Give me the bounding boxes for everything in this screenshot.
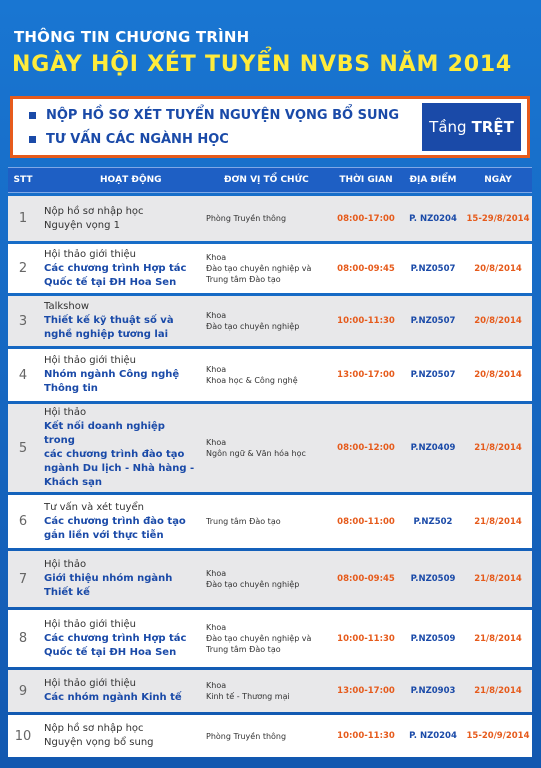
activity-cell — [38, 349, 202, 401]
time-cell: 08:00-09:45 — [330, 551, 402, 607]
organizer-cell: Khoa Đào tạo chuyên nghiệp và Trung tâm Đào tạo — [202, 244, 330, 293]
table-row — [8, 495, 532, 548]
activity-type: Hội thảo giới thiệu — [44, 678, 137, 689]
location-cell: P. NZ0204 — [402, 715, 464, 757]
activity-type: Hội thảo — [44, 559, 87, 570]
date-cell: 21/8/2014 — [464, 610, 532, 667]
table-row — [8, 715, 532, 757]
floor-prefix: Tầng — [429, 118, 467, 136]
activity-type: Tư vấn và xét tuyển — [44, 501, 144, 513]
location-cell: P.NZ0507 — [402, 349, 464, 401]
organizer-cell: Khoa Đào tạo chuyên nghiệp — [202, 296, 330, 346]
table-row — [8, 404, 532, 492]
time-cell: 10:00-11:30 — [330, 296, 402, 346]
table-row — [8, 196, 532, 241]
banner-item-consult — [29, 132, 229, 147]
activity-type: Hội thảo giới thiệu — [44, 618, 137, 630]
banner-item-submit — [29, 108, 399, 123]
date-cell: 21/8/2014 — [464, 670, 532, 712]
activity-cell — [38, 715, 202, 757]
row-number: 8 — [8, 610, 38, 667]
activity-type: Hội thảo — [44, 407, 87, 418]
activity-cell — [38, 196, 202, 241]
activity-title: Các nhóm ngành Kinh tế — [44, 692, 182, 703]
time-cell: 10:00-11:30 — [330, 715, 402, 757]
location-cell: P.NZ0509 — [402, 551, 464, 607]
organizer-cell: Khoa Đào tạo chuyên nghiệp — [202, 551, 330, 607]
col-header-date: NGÀY — [464, 167, 532, 193]
row-number: 7 — [8, 551, 38, 607]
organizer-cell: Phòng Truyền thông — [202, 715, 330, 757]
schedule-table — [8, 164, 532, 760]
activity-type: Nộp hồ sơ nhập học — [44, 723, 144, 734]
info-banner — [10, 96, 530, 158]
floor-badge — [422, 103, 521, 151]
time-cell: 10:00-11:30 — [330, 610, 402, 667]
organizer-cell: Khoa Ngôn ngữ & Văn hóa học — [202, 404, 330, 492]
activity-cell — [38, 404, 202, 492]
table-row — [8, 610, 532, 667]
col-header-stt: STT — [8, 167, 38, 193]
location-cell: P.NZ0507 — [402, 296, 464, 346]
page-title: NGÀY HỘI XÉT TUYỂN NVBS NĂM 2014 — [12, 52, 513, 77]
time-cell: 08:00-09:45 — [330, 244, 402, 293]
activity-type: Hội thảo giới thiệu — [44, 248, 137, 260]
organizer-cell: Khoa Khoa học & Công nghệ — [202, 349, 330, 401]
date-cell: 20/8/2014 — [464, 349, 532, 401]
date-cell: 15-29/8/2014 — [464, 196, 532, 241]
date-cell: 15-20/9/2014 — [464, 715, 532, 757]
header-subtitle: THÔNG TIN CHƯƠNG TRÌNH — [14, 28, 250, 46]
table-row — [8, 551, 532, 607]
activity-title: Thiết kế kỹ thuật số và nghề nghiệp tương lai — [44, 315, 174, 340]
date-cell: 21/8/2014 — [464, 495, 532, 548]
col-header-time: THỜI GIAN — [330, 167, 402, 193]
activity-title: Các chương trình đào tạo gắn liền với thực tiễn — [44, 515, 186, 541]
table-row — [8, 244, 532, 293]
date-cell: 20/8/2014 — [464, 296, 532, 346]
bullet-square-icon — [29, 112, 36, 119]
row-number: 3 — [8, 296, 38, 346]
date-cell: 20/8/2014 — [464, 244, 532, 293]
activity-type: Hội thảo giới thiệu — [44, 355, 137, 366]
row-number: 1 — [8, 196, 38, 241]
organizer-cell: Khoa Đào tạo chuyên nghiệp và Trung tâm Đào tạo — [202, 610, 330, 667]
col-header-location: ĐỊA ĐIỂM — [402, 167, 464, 193]
activity-cell — [38, 551, 202, 607]
table-row — [8, 670, 532, 712]
row-number: 10 — [8, 715, 38, 757]
banner-item-label: TƯ VẤN CÁC NGÀNH HỌC — [46, 132, 229, 147]
location-cell: P.NZ0409 — [402, 404, 464, 492]
organizer-cell: Phòng Truyền thông — [202, 196, 330, 241]
activity-cell — [38, 610, 202, 667]
row-number: 4 — [8, 349, 38, 401]
date-cell: 21/8/2014 — [464, 551, 532, 607]
activity-cell — [38, 296, 202, 346]
time-cell: 08:00-11:00 — [330, 495, 402, 548]
activity-cell — [38, 670, 202, 712]
row-number: 2 — [8, 244, 38, 293]
location-cell: P.NZ0509 — [402, 610, 464, 667]
activity-title: Nhóm ngành Công nghệ Thông tin — [44, 369, 180, 394]
col-header-organizer: ĐƠN VỊ TỔ CHỨC — [202, 167, 330, 193]
row-number: 9 — [8, 670, 38, 712]
activity-title: Kết nối doanh nghiệp trong các chương trình đào tạo ngành Du lịch - Nhà hàng - Khách sạn — [44, 421, 195, 488]
location-cell: P.NZ502 — [402, 495, 464, 548]
activity-title: Các chương trình Hợp tác Quốc tế tại ĐH Hoa Sen — [44, 262, 187, 288]
floor-name: TRỆT — [471, 118, 514, 136]
table-header-row — [8, 167, 532, 193]
table-row — [8, 296, 532, 346]
activity-type: Talkshow — [44, 301, 89, 312]
time-cell: 08:00-17:00 — [330, 196, 402, 241]
table-row — [8, 349, 532, 401]
col-header-activity: HOẠT ĐỘNG — [38, 167, 202, 193]
activity-title: Giới thiệu nhóm ngành Thiết kế — [44, 573, 173, 598]
organizer-cell: Khoa Kinh tế - Thương mại — [202, 670, 330, 712]
time-cell: 08:00-12:00 — [330, 404, 402, 492]
location-cell: P.NZ0507 — [402, 244, 464, 293]
bullet-square-icon — [29, 136, 36, 143]
activity-cell — [38, 495, 202, 548]
banner-item-label: NỘP HỒ SƠ XÉT TUYỂN NGUYỆN VỌNG BỔ SUNG — [46, 108, 400, 123]
activity-cell — [38, 244, 202, 293]
row-number: 6 — [8, 495, 38, 548]
time-cell: 13:00-17:00 — [330, 349, 402, 401]
activity-type: Nộp hồ sơ nhập học — [44, 205, 144, 217]
organizer-cell: Trung tâm Đào tạo — [202, 495, 330, 548]
location-cell: P.NZ0903 — [402, 670, 464, 712]
activity-subtitle: Nguyện vọng 1 — [44, 219, 121, 231]
activity-title: Các chương trình Hợp tác Quốc tế tại ĐH Hoa Sen — [44, 632, 187, 658]
location-cell: P. NZ0204 — [402, 196, 464, 241]
time-cell: 13:00-17:00 — [330, 670, 402, 712]
activity-subtitle: Nguyện vọng bổ sung — [44, 737, 154, 748]
date-cell: 21/8/2014 — [464, 404, 532, 492]
row-number: 5 — [8, 404, 38, 492]
